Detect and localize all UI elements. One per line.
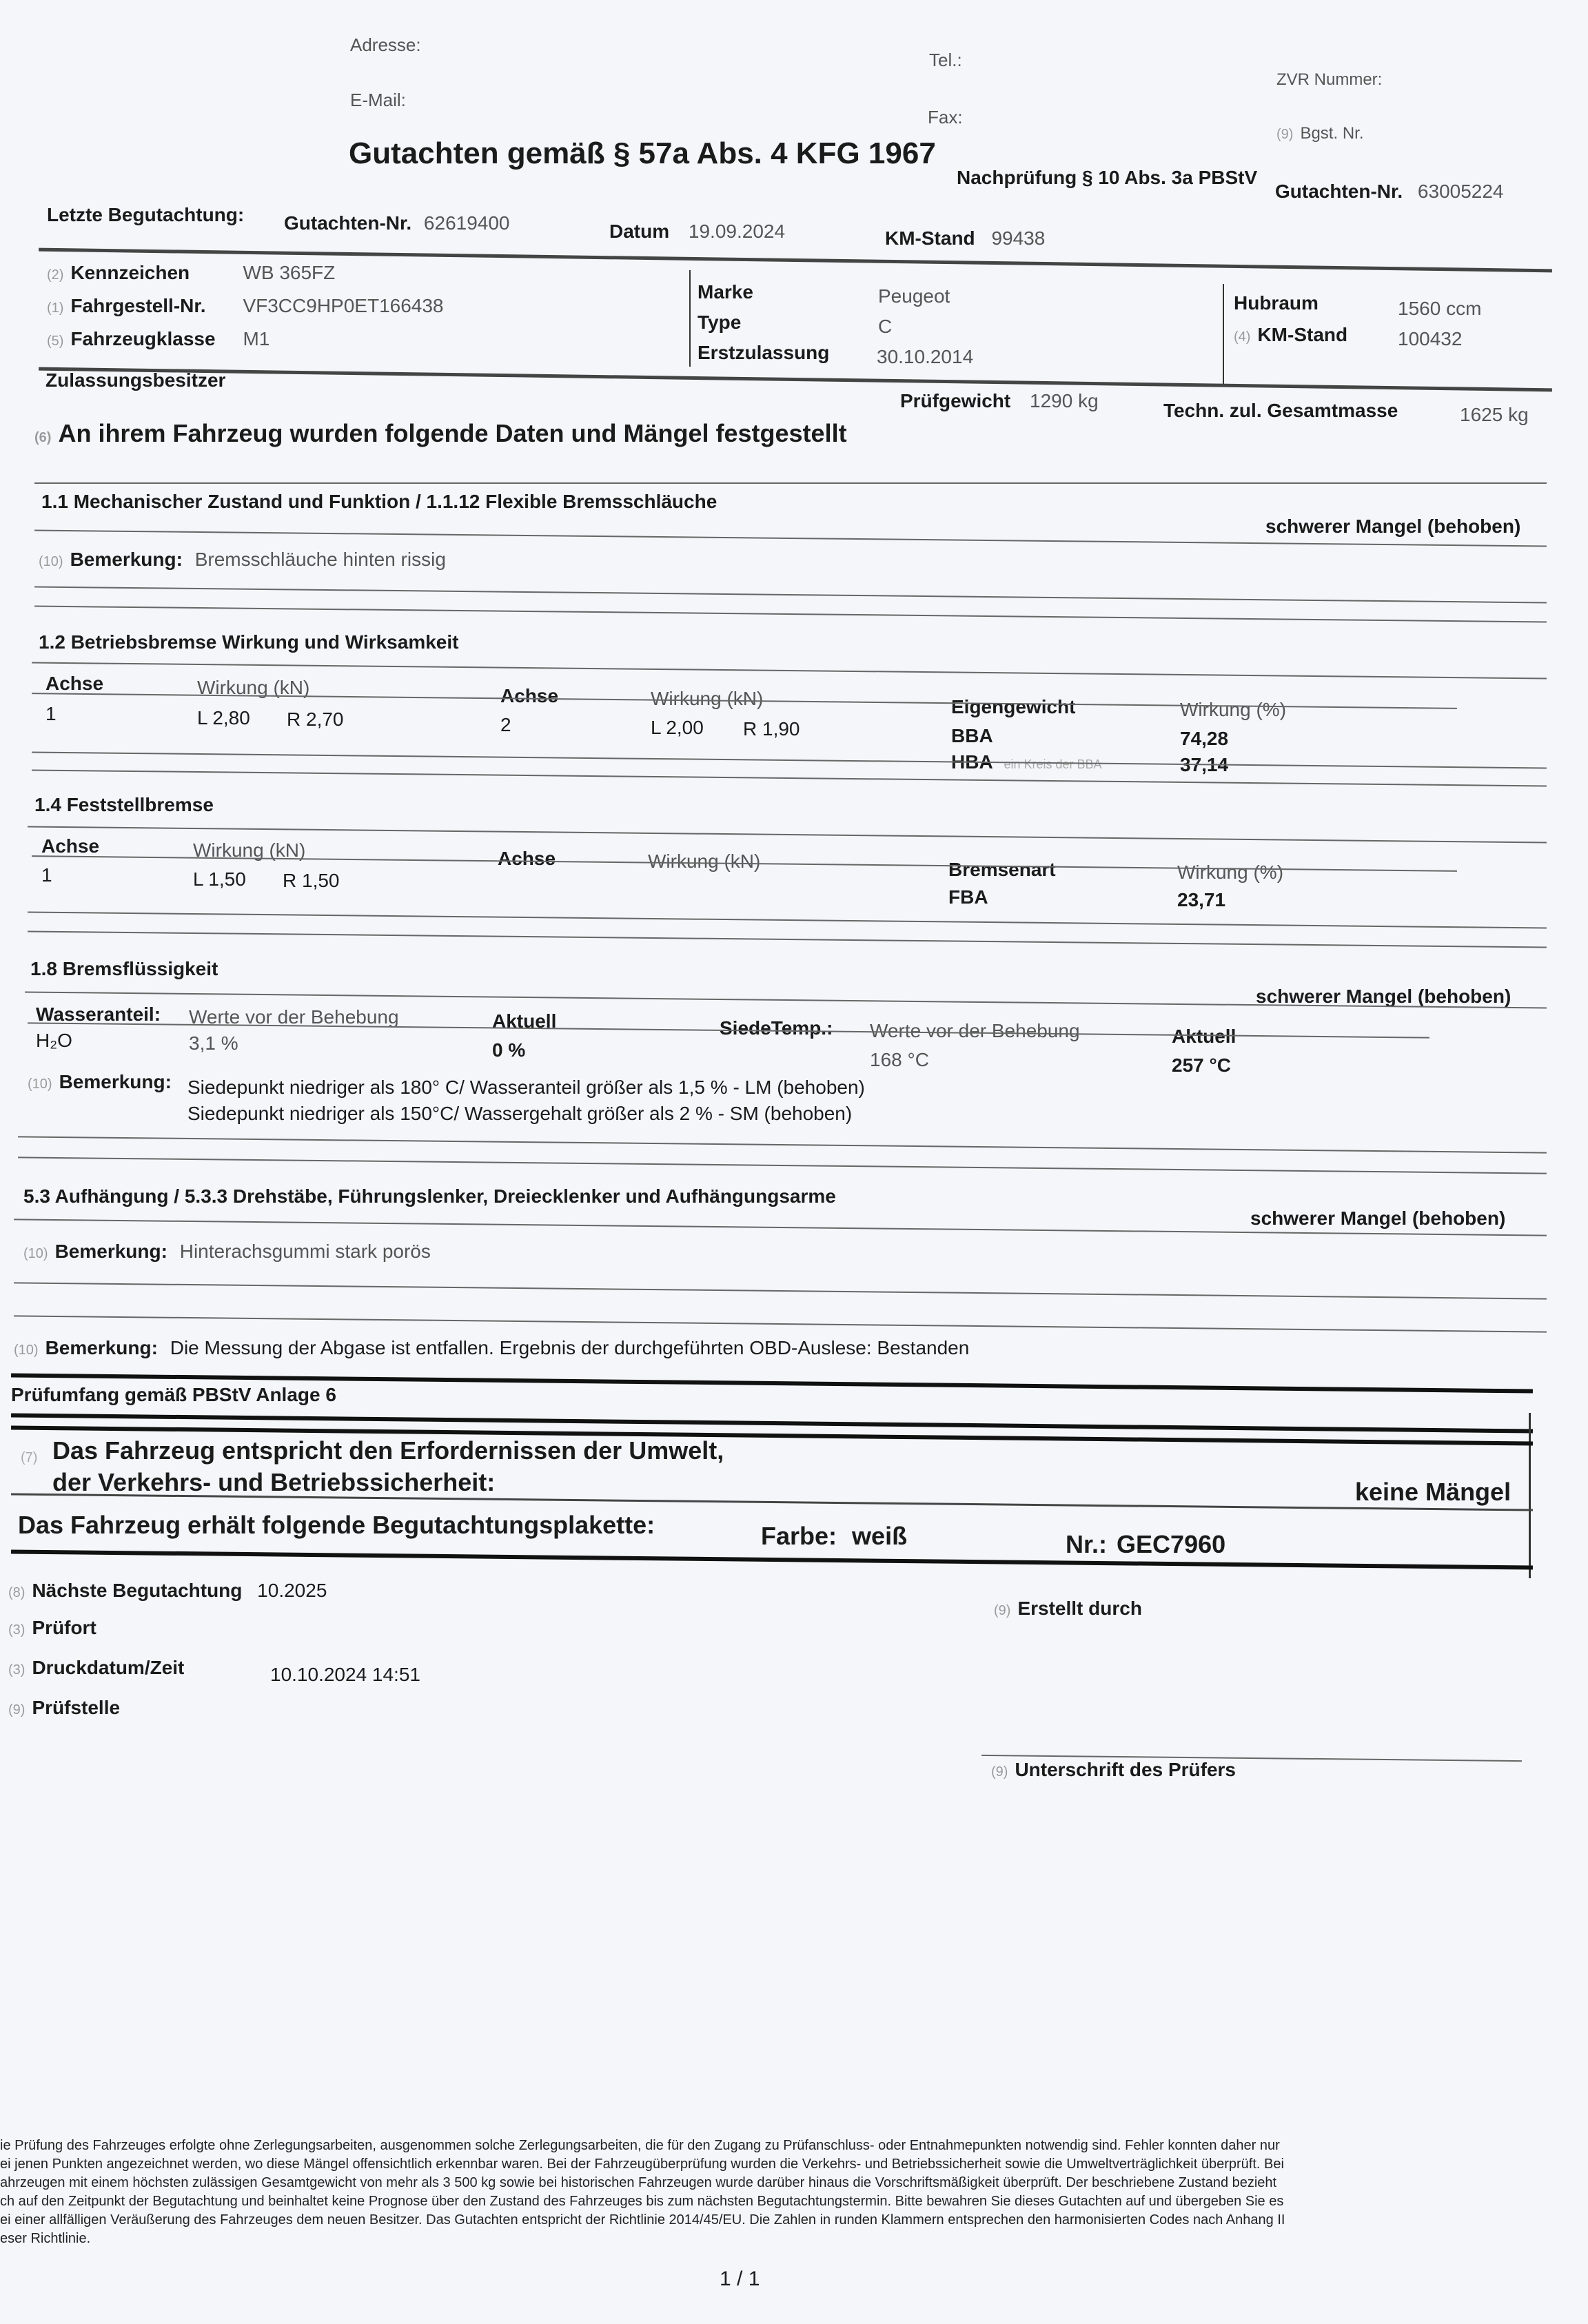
divider — [18, 1156, 1547, 1174]
divider — [1223, 284, 1224, 384]
divider — [11, 1549, 1533, 1569]
number-value: GEC7960 — [1117, 1530, 1226, 1558]
fax-label: Fax: — [928, 107, 963, 128]
test-weight — [900, 390, 1099, 412]
section-1-8-remark — [28, 1071, 172, 1093]
section-5-3-remark — [23, 1241, 431, 1263]
findings-heading — [34, 419, 847, 448]
current-header: Aktuell — [492, 1010, 557, 1032]
next-inspection-label: Nächste Begutachtung — [32, 1580, 243, 1601]
code-label: (5) — [47, 334, 64, 349]
axle-2-left: L 2,00 — [651, 717, 704, 738]
number-label: Nr.: — [1066, 1530, 1108, 1558]
signature — [991, 1759, 1236, 1781]
axle-2-number: 2 — [500, 714, 511, 735]
document-title: Gutachten gemäß § 57a Abs. 4 KFG 1967 — [349, 136, 936, 170]
axle-header: Achse — [498, 848, 556, 869]
code-label: (9) — [991, 1764, 1008, 1780]
color-label: Farbe: — [761, 1522, 837, 1550]
axle-header: Achse — [45, 673, 104, 694]
section-1-4-title: 1.4 Feststellbremse — [34, 794, 214, 815]
created-by-label: Erstellt durch — [1017, 1598, 1142, 1619]
hba-value: 37,14 — [1180, 754, 1229, 775]
code-label: (3) — [8, 1622, 26, 1638]
report-number — [1275, 181, 1504, 203]
axle-1-number: 1 — [41, 864, 52, 886]
test-weight-label: Prüfgewicht — [900, 390, 1011, 411]
divider — [34, 606, 1547, 623]
axle-2-right: R 1,90 — [743, 718, 800, 740]
axle-header: Achse — [41, 835, 100, 857]
first-registration-value: 30.10.2014 — [877, 346, 974, 367]
remark-label: Bemerkung: — [45, 1337, 158, 1358]
exhaust-remark — [14, 1337, 969, 1359]
last-inspection-date — [609, 221, 785, 243]
email-label: E-Mail: — [350, 90, 406, 110]
last-report-number — [284, 212, 510, 234]
test-weight-value: 1290 kg — [1030, 390, 1099, 411]
code-label: (10) — [23, 1246, 48, 1261]
result-line-1: Das Fahrzeug entspricht den Erfordernissen der Umwelt, — [52, 1436, 724, 1465]
first-registration-label: Erstzulassung — [698, 342, 830, 363]
remark-text: Bremsschläuche hinten rissig — [194, 549, 446, 570]
test-station-label: Prüfstelle — [32, 1697, 121, 1718]
last-report-label: Gutachten-Nr. — [284, 212, 412, 234]
zvr-label: ZVR Nummer: — [1276, 70, 1383, 89]
code-label: (7) — [21, 1450, 38, 1465]
vin-value: VF3CC9HP0ET166438 — [243, 295, 444, 316]
water-label: Wasseranteil: — [36, 1003, 161, 1025]
divider — [32, 751, 1547, 768]
section-1-2-title: 1.2 Betriebsbremse Wirkung und Wirksamkeit — [39, 631, 459, 653]
type-value: C — [878, 316, 893, 337]
date-label: Datum — [609, 221, 670, 242]
created-by — [994, 1598, 1142, 1620]
test-station — [8, 1697, 120, 1719]
hba-note: ein Kreis der BBA — [1004, 757, 1102, 771]
disclaimer-line: ei jenen Punkten angezeichnet werden, wo diese Mängel offensichtlich erkennbar waren. Bei der Fahrzeugüberprüfung wurden die Verkehrs- und Betriebssicherheit sowie die Umweltverträglichkeit überprüft. Bei — [0, 2157, 1284, 2172]
class-label: Fahrzeugklasse — [70, 328, 216, 349]
result-line-2: der Verkehrs- und Betriebssicherheit: — [52, 1468, 496, 1496]
make-value: Peugeot — [878, 285, 950, 307]
address-label: Adresse: — [350, 34, 421, 55]
last-report-value: 62619400 — [423, 212, 510, 234]
bgst-nr — [1276, 124, 1363, 143]
code-label: (8) — [8, 1585, 26, 1600]
bba-value: 74,28 — [1180, 728, 1229, 749]
print-date — [8, 1657, 184, 1679]
divider — [34, 482, 1547, 484]
axle-1-left: L 2,80 — [197, 707, 250, 728]
effect-pct-header: Wirkung (%) — [1177, 862, 1284, 883]
current-km-row — [1234, 324, 1347, 346]
remark-text: Hinterachsgummi stark porös — [179, 1241, 431, 1262]
remark-label: Bemerkung: — [70, 549, 183, 570]
boil-current-value: 257 °C — [1172, 1054, 1231, 1076]
remark-line-2: Siedepunkt niedriger als 150°C/ Wassergehalt größer als 2 % - SM (behoben) — [187, 1103, 853, 1124]
document-subtitle: Nachprüfung § 10 Abs. 3a PBStV — [957, 167, 1258, 188]
sticker-label: Das Fahrzeug erhält folgende Begutachtungsplakette: — [18, 1511, 655, 1539]
km-value: 99438 — [991, 227, 1046, 249]
bgst-label: Bgst. Nr. — [1300, 124, 1364, 143]
fba-label: FBA — [948, 886, 988, 908]
remark-label: Bemerkung: — [59, 1071, 172, 1092]
remark-line-1: Siedepunkt niedriger als 180° C/ Wasseranteil größer als 1,5 % - LM (behoben) — [187, 1077, 865, 1098]
findings-heading-text: An ihrem Fahrzeug wurden folgende Daten und Mängel festgestellt — [58, 419, 847, 447]
axle-1-left: L 1,50 — [193, 868, 246, 890]
section-5-3-title: 5.3 Aufhängung / 5.3.3 Drehstäbe, Führungslenker, Dreiecklenker und Aufhängungsarme — [23, 1185, 836, 1207]
sticker-color — [761, 1522, 907, 1551]
remark-text: Die Messung der Abgase ist entfallen. Ergebnis der durchgeführten OBD-Auslese: Bestanden — [170, 1337, 970, 1358]
hba-label: HBA — [951, 751, 993, 773]
max-mass-value: 1625 kg — [1460, 404, 1529, 425]
print-date-label: Druckdatum/Zeit — [32, 1657, 185, 1678]
vin-row — [47, 295, 444, 317]
last-inspection-km — [885, 227, 1045, 249]
section-1-1-remark — [39, 549, 446, 571]
scope-label: Prüfumfang gemäß PBStV Anlage 6 — [11, 1384, 336, 1405]
divider — [18, 1136, 1547, 1153]
color-value: weiß — [852, 1522, 908, 1550]
remark-label: Bemerkung: — [54, 1241, 167, 1262]
h2o-label: H₂O — [36, 1030, 72, 1051]
date-value: 19.09.2024 — [688, 221, 786, 242]
divider — [39, 367, 1552, 392]
class-row — [47, 328, 269, 350]
code-label: (1) — [47, 300, 64, 316]
displacement-value: 1560 ccm — [1398, 298, 1482, 319]
section-5-3-status: schwerer Mangel (behoben) — [1250, 1207, 1506, 1229]
effect-pct-header: Wirkung (%) — [1180, 699, 1287, 720]
axle-1-number: 1 — [45, 703, 57, 724]
disclaimer — [0, 2137, 1482, 2248]
section-1-8-title: 1.8 Bremsflüssigkeit — [30, 958, 218, 979]
result-verdict: keine Mängel — [1355, 1478, 1511, 1506]
max-mass-label: Techn. zul. Gesamtmasse — [1163, 400, 1398, 421]
class-value: M1 — [243, 328, 270, 349]
before-header: Werte vor der Behebung — [189, 1006, 399, 1028]
code-label: (9) — [8, 1702, 26, 1717]
code-label: (10) — [39, 554, 63, 569]
water-before-value: 3,1 % — [189, 1032, 238, 1054]
section-1-8-status: schwerer Mangel (behoben) — [1256, 986, 1511, 1007]
divider — [14, 1282, 1547, 1299]
fba-value: 23,71 — [1177, 889, 1226, 910]
section-1-1-status: schwerer Mangel (behoben) — [1265, 516, 1521, 537]
code-label: (9) — [994, 1603, 1011, 1618]
plate-row — [47, 262, 335, 284]
next-inspection-value: 10.2025 — [257, 1580, 327, 1601]
displacement-label: Hubraum — [1234, 292, 1319, 314]
next-inspection — [8, 1580, 327, 1602]
axle-1-right: R 2,70 — [287, 709, 344, 730]
bba-label: BBA — [951, 725, 993, 746]
page-indicator: 1 / 1 — [720, 2267, 760, 2290]
signature-label: Unterschrift des Prüfers — [1015, 1759, 1236, 1780]
result-box-border — [1529, 1413, 1531, 1578]
disclaimer-line: eser Richtlinie. — [0, 2231, 91, 2246]
divider — [28, 911, 1547, 928]
divider — [32, 769, 1547, 786]
boil-temp-label: SiedeTemp.: — [720, 1017, 833, 1039]
print-date-value: 10.10.2024 14:51 — [270, 1664, 420, 1685]
divider — [14, 1315, 1547, 1332]
plate-value: WB 365FZ — [243, 262, 336, 283]
km-label: KM-Stand — [885, 227, 975, 249]
code-label: (6) — [34, 430, 52, 445]
effect-header: Wirkung (kN) — [651, 688, 764, 709]
disclaimer-line: ei einer allfälligen Veräußerung des Fahrzeuges dem neuen Besitzer. Das Gutachten entspricht der Richtlinie 2014/45/EU. Die Zahlen in runden Klammern entsprechen den harmonisierten Codes nach Anhang II — [0, 2212, 1285, 2228]
last-inspection-label: Letzte Begutachtung: — [47, 204, 245, 225]
effect-header: Wirkung (kN) — [193, 839, 306, 861]
before-header: Werte vor der Behebung — [870, 1020, 1080, 1041]
code-label: (10) — [28, 1077, 52, 1092]
brake-type-header: Bremsenart — [948, 859, 1056, 880]
current-km-label: KM-Stand — [1257, 324, 1348, 345]
plate-label: Kennzeichen — [70, 262, 190, 283]
type-label: Type — [698, 312, 742, 333]
make-label: Marke — [698, 281, 753, 303]
code-label: (3) — [8, 1662, 26, 1678]
effect-header: Wirkung (kN) — [197, 677, 310, 698]
divider — [11, 1493, 1533, 1511]
divider — [34, 587, 1547, 604]
test-place — [8, 1617, 96, 1639]
own-weight-header: Eigengewicht — [951, 696, 1076, 717]
test-place-label: Prüfort — [32, 1617, 96, 1638]
code-label: (10) — [14, 1343, 39, 1358]
axle-header: Achse — [500, 685, 559, 706]
current-header: Aktuell — [1172, 1026, 1236, 1047]
divider — [28, 930, 1547, 948]
divider — [689, 270, 691, 367]
report-number-value: 63005224 — [1417, 181, 1504, 202]
disclaimer-line: ch auf den Zeitpunkt der Begutachtung und beinhaltet keine Prognose über den Zustand des Fahrzeuges bis zum nächsten Begutachtungstermin. Bitte bewahren Sie dieses Gutachten auf und übergeben Sie es — [0, 2194, 1284, 2209]
code-label: (2) — [47, 267, 64, 283]
effect-header: Wirkung (kN) — [648, 850, 761, 872]
tel-label: Tel.: — [929, 50, 962, 70]
disclaimer-line: ie Prüfung des Fahrzeuges erfolgte ohne Zerlegungsarbeiten, ausgenommen solche Zerlegungsarbeiten, die für den Zugang zu Prüfanschluss- oder Entnahmepunkten notwendig sind. Fehler konnten daher nur — [0, 2138, 1280, 2153]
owner-label: Zulassungsbesitzer — [45, 369, 226, 391]
axle-1-right: R 1,50 — [283, 870, 340, 891]
sticker-number — [1066, 1530, 1225, 1559]
water-current-value: 0 % — [492, 1039, 526, 1061]
current-km-value: 100432 — [1398, 328, 1463, 349]
code-label: (9) — [1276, 127, 1294, 142]
section-1-1-title: 1.1 Mechanischer Zustand und Funktion / 1.1.12 Flexible Bremsschläuche — [41, 491, 717, 512]
code-label: (4) — [1234, 329, 1251, 345]
boil-before-value: 168 °C — [870, 1049, 929, 1070]
disclaimer-line: ahrzeugen mit einem höchsten zulässigen Gesamtgewicht von mehr als 3 500 kg sowie bei historischen Fahrzeugen wurde darüber hinaus die Vorschriftsmäßigkeit überprüft. Der beschriebene Zustand bezieht — [0, 2175, 1277, 2190]
vin-label: Fahrgestell-Nr. — [70, 295, 206, 316]
report-number-label: Gutachten-Nr. — [1275, 181, 1403, 202]
